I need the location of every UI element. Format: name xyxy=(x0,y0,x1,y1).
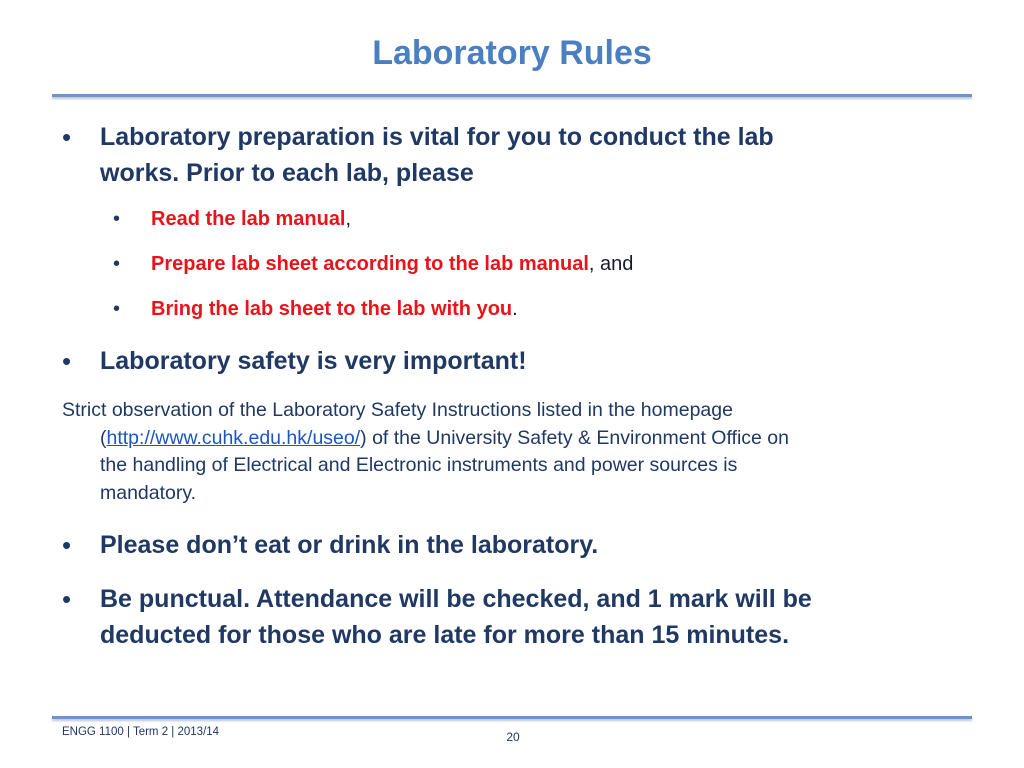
bullet-text-line: Be punctual. Attendance will be checked, and 1 mark will be xyxy=(100,585,812,613)
paragraph-line: the handling of Electrical and Electronic instruments and power sources is xyxy=(100,454,738,476)
suffix-text: . xyxy=(512,298,518,320)
footer-divider xyxy=(52,716,972,719)
bullet-text-line: Laboratory preparation is vital for you to conduct the lab xyxy=(100,123,774,151)
paragraph-line: Strict observation of the Laboratory Safety Instructions listed in the homepage xyxy=(62,399,733,421)
paragraph-line: mandatory. xyxy=(100,481,197,504)
bullet-marker: • xyxy=(62,346,72,376)
emphasis-text: Bring the lab sheet to the lab with you xyxy=(151,298,513,320)
sub-bullet-marker: • xyxy=(113,208,121,230)
sub-bullet-marker: • xyxy=(113,298,121,320)
bullet-text-line: deducted for those who are late for more than 15 minutes. xyxy=(100,621,790,649)
suffix-text: , and xyxy=(588,253,634,275)
paren-open: ( xyxy=(100,426,107,449)
bullet-marker: • xyxy=(62,122,72,152)
footer-course-info: ENGG 1100 | Term 2 | 2013/14 xyxy=(62,726,220,738)
emphasis-text: Read the lab manual xyxy=(151,208,346,230)
emphasis-text: Prepare lab sheet according to the lab manual xyxy=(151,253,589,275)
suffix-text: , xyxy=(345,208,352,230)
bullet-marker: • xyxy=(62,584,72,614)
bullet-text-line: works. Prior to each lab, please xyxy=(100,159,474,187)
page-number: 20 xyxy=(506,730,520,744)
sub-bullet-marker: • xyxy=(113,253,121,275)
bullet-text-line: Please don’t eat or drink in the laboratory. xyxy=(100,531,599,559)
bullet-text-line: Laboratory safety is very important! xyxy=(100,347,527,375)
bullet-marker: • xyxy=(62,530,72,560)
useo-homepage-link[interactable]: http://www.cuhk.edu.hk/useo/ xyxy=(106,426,361,449)
slide-title: Laboratory Rules xyxy=(372,34,652,72)
paragraph-text: ) of the University Safety & Environment Office on xyxy=(360,426,789,449)
